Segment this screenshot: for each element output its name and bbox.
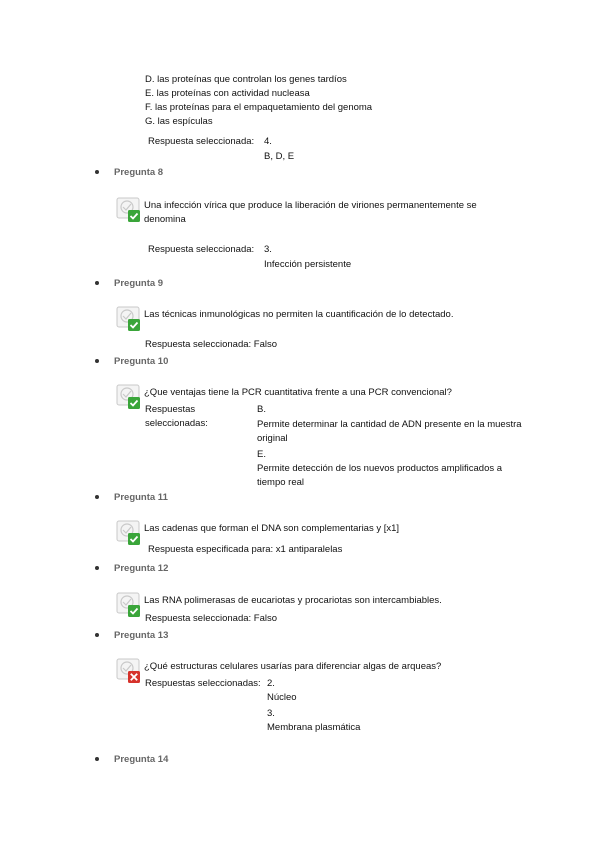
- question-title: Pregunta 14: [114, 754, 169, 765]
- question-title: Pregunta 8: [114, 167, 164, 178]
- incorrect-x-icon: [116, 658, 142, 684]
- option-g: G. las espículas: [145, 116, 213, 127]
- answer-line: Respuesta especificada para: x1 antiparalelas: [148, 544, 343, 555]
- answer-text: Infección persistente: [264, 259, 352, 270]
- answer-text: B, D, E: [264, 151, 295, 162]
- option-f: F. las proteínas para el empaquetamiento del genoma: [145, 102, 373, 113]
- option-d: D. las proteínas que controlan los genes tardíos: [145, 74, 347, 85]
- answer-text: Permite detección de los nuevos productos amplificados a tiempo real: [257, 463, 503, 488]
- question-text: Las técnicas inmunológicas no permiten la cuantificación de lo detectado.: [144, 309, 454, 320]
- correct-check-icon: [116, 197, 142, 223]
- answer-number: 3.: [267, 708, 275, 719]
- question-title: Pregunta 9: [114, 278, 164, 289]
- answer-letter: E.: [257, 449, 266, 460]
- question-title: Pregunta 10: [114, 356, 169, 367]
- bullet: [95, 495, 99, 499]
- answer-text: Permite determinar la cantidad de ADN presente en la muestra original: [257, 419, 522, 444]
- answer-label: Respuesta seleccionada:: [148, 244, 255, 255]
- bullet: [95, 170, 99, 174]
- answer-label: seleccionadas:: [145, 418, 208, 429]
- question-title: Pregunta 13: [114, 630, 169, 641]
- answer-number: 3.: [264, 244, 272, 255]
- question-text: Una infección vírica que produce la liberación de viriones permanentemente se denomina: [144, 200, 477, 225]
- bullet: [95, 757, 99, 761]
- question-title: Pregunta 11: [114, 492, 168, 503]
- question-text: ¿Qué estructuras celulares usarías para diferenciar algas de arqueas?: [144, 661, 442, 672]
- correct-check-icon: [116, 306, 142, 332]
- answer-line: Respuesta seleccionada: Falso: [145, 613, 278, 624]
- answer-number: 2.: [267, 678, 275, 689]
- answer-line: Respuesta seleccionada: Falso: [145, 339, 278, 350]
- answer-text: Núcleo: [267, 692, 297, 703]
- bullet: [95, 566, 99, 570]
- answer-text: Membrana plasmática: [267, 722, 361, 733]
- correct-check-icon: [116, 520, 142, 546]
- bullet: [95, 633, 99, 637]
- answer-number: 4.: [264, 136, 272, 147]
- question-text: Las cadenas que forman el DNA son complementarias y [x1]: [144, 523, 400, 534]
- answer-label: Respuestas: [145, 404, 196, 415]
- option-e: E. las proteínas con actividad nucleasa: [145, 88, 310, 99]
- answer-label: Respuesta seleccionada:: [148, 136, 255, 147]
- correct-check-icon: [116, 592, 142, 618]
- answer-letter: B.: [257, 404, 266, 415]
- question-text: Las RNA polimerasas de eucariotas y procariotas son intercambiables.: [144, 595, 442, 606]
- answer-label: Respuestas seleccionadas:: [145, 678, 261, 689]
- correct-check-icon: [116, 384, 142, 410]
- question-text: ¿Que ventajas tiene la PCR cuantitativa frente a una PCR convencional?: [144, 387, 452, 398]
- question-title: Pregunta 12: [114, 563, 169, 574]
- bullet: [95, 281, 99, 285]
- bullet: [95, 359, 99, 363]
